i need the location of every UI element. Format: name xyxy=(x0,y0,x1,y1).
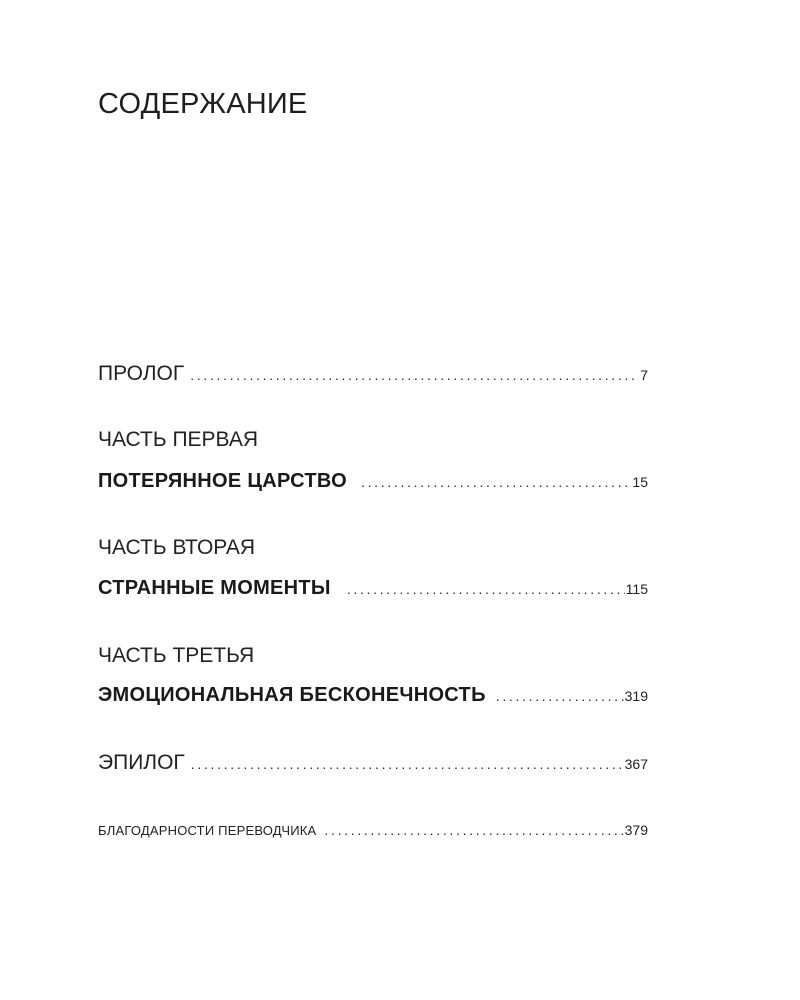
dot-leader xyxy=(496,688,624,704)
toc-entry-label: БЛАГОДАРНОСТИ ПЕРЕВОДЧИКА xyxy=(98,823,317,838)
page-title: СОДЕРЖАНИЕ xyxy=(98,88,308,120)
toc-page-number: 379 xyxy=(624,822,648,838)
dot-leader xyxy=(190,367,639,383)
dot-leader xyxy=(361,474,631,490)
part-heading-3: ЧАСТЬ ТРЕТЬЯ xyxy=(98,644,255,667)
toc-entry-epilogue[interactable] xyxy=(98,751,648,775)
toc-entry-label: ПРОЛОГ xyxy=(98,362,185,385)
part-heading-1: ЧАСТЬ ПЕРВАЯ xyxy=(98,428,259,451)
dot-leader xyxy=(191,756,624,772)
toc-entry-label: СТРАННЫЕ МОМЕНТЫ xyxy=(98,577,331,599)
dot-leader xyxy=(324,822,623,838)
toc-entry-part-1[interactable] xyxy=(98,470,648,493)
toc-page-number: 367 xyxy=(624,756,648,772)
toc-page-number: 115 xyxy=(625,581,648,597)
toc-page-number: 319 xyxy=(624,688,648,704)
toc-page-number: 7 xyxy=(640,367,648,383)
toc-entry-part-3[interactable] xyxy=(98,684,648,707)
dot-leader xyxy=(347,581,625,597)
part-heading-2: ЧАСТЬ ВТОРАЯ xyxy=(98,536,256,559)
toc-entry-acknowledgements[interactable] xyxy=(98,822,648,838)
toc-entry-label: ПОТЕРЯННОЕ ЦАРСТВО xyxy=(98,470,348,492)
toc-entry-prologue[interactable] xyxy=(98,362,648,386)
toc-page-number: 15 xyxy=(632,474,648,490)
toc-entry-label: ЭМОЦИОНАЛЬНАЯ БЕСКОНЕЧНОСТЬ xyxy=(98,684,486,706)
toc-entry-label: ЭПИЛОГ xyxy=(98,751,185,774)
toc-entry-part-2[interactable] xyxy=(98,577,648,600)
